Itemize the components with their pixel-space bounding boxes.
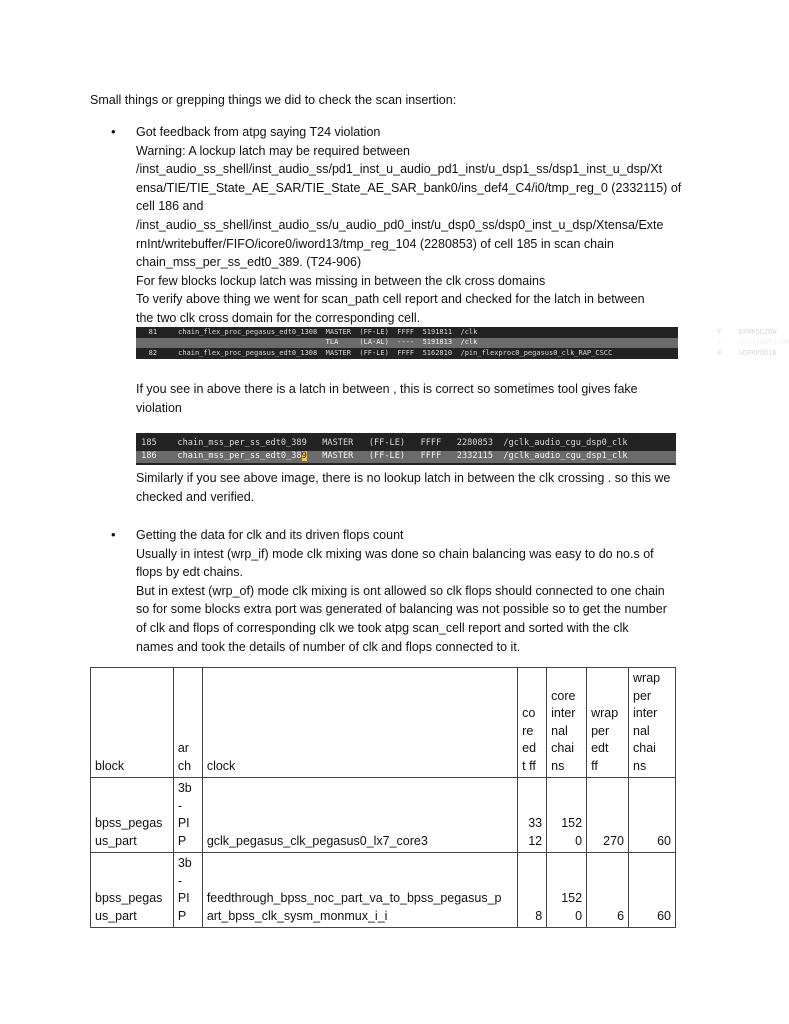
cell-arch: 3b - PI P — [173, 778, 202, 853]
cell-clock: gclk_pegasus_clk_pegasus0_lx7_core3 — [202, 778, 517, 853]
clock-flop-count-table — [90, 667, 676, 928]
text-line: violation — [136, 400, 182, 415]
text-line: flops by edt chains. — [136, 565, 244, 580]
text-line: To verify above thing we went for scan_path cell report and checked for the latch in between — [136, 292, 645, 307]
report-row-latch: TLA (LA-AL) ---- 5191813 /clk T LHQD1BWP240H — [136, 338, 789, 346]
cell-clock: feedthrough_bpss_noc_part_va_to_bpss_pegasus_p art_bpss_clk_sysm_monmux_i_i — [202, 853, 517, 928]
text-line: /inst_audio_ss_shell/inst_audio_ss/u_audio_pd0_inst/u_dsp0_ss/dsp0_inst_u_dsp/Xtensa/Exte — [136, 217, 664, 232]
text-line: Similarly if you see above image, there is no lookup latch in between the clk crossing . so this we — [136, 471, 671, 485]
text-line: cell 186 and — [136, 199, 204, 214]
section1-conclusion — [136, 469, 681, 506]
text-line: the two clk cross domain for the corresponding cell. — [136, 310, 421, 325]
report-row-selected — [136, 451, 676, 463]
text-line: Usually in intest (wrp_if) mode clk mixing was done so chain balancing was easy to do no.s of — [136, 546, 654, 561]
text-line: For few blocks lockup latch was missing in between the clk cross domains — [136, 273, 546, 288]
scan-cell-report-screenshot — [136, 433, 676, 465]
table-row — [91, 853, 676, 928]
cell-wrapper-edt-ff: 270 — [587, 778, 629, 853]
report-row: 185 chain_mss_per_ss_edt0_389 MASTER (FF-LE) FFFF 2280853 /gclk_audio_cgu_dsp0_clk — [136, 438, 628, 448]
page-heading: Small things or grepping things we did to check the scan insertion: — [90, 93, 457, 107]
text-line: so for some blocks extra port was generated of balancing was not possible so to get the number — [136, 602, 667, 617]
cell-core-internal-chains: 152 0 — [547, 778, 587, 853]
header-wrapper-edt-ff: wrap per edt ff — [587, 668, 629, 778]
text-cursor: 9 — [301, 451, 307, 461]
cell-wrapper-internal-chains: 60 — [629, 853, 676, 928]
bullet-marker: • — [111, 124, 116, 139]
text-line: /inst_audio_ss_shell/inst_audio_ss/pd1_inst_u_audio_pd1_inst/u_dsp1_ss/dsp1_inst_u_dsp/Xt — [136, 162, 663, 177]
text-line: Getting the data for clk and its driven flops count — [136, 528, 404, 542]
section1-note — [136, 380, 681, 417]
cell-arch: 3b - PI P — [173, 853, 202, 928]
cell-block: bpss_pegas us_part — [91, 778, 174, 853]
section2-text — [136, 526, 681, 656]
cell-core-internal-chains: 152 0 — [547, 853, 587, 928]
header-arch: ar ch — [173, 668, 202, 778]
table-header-row — [91, 668, 676, 778]
text-line: of clk and flops of corresponding clk we took atpg scan_cell report and sorted with the clk — [136, 620, 629, 635]
bullet-marker: • — [111, 527, 116, 542]
scan-path-report-screenshot — [136, 327, 789, 359]
cell-core-edt-ff: 33 12 — [518, 778, 547, 853]
header-core-internal-chains: core inter nal chai ns — [547, 668, 587, 778]
report-row: 81 chain_flex_proc_pegasus_edt0_1308 MASTER (FF-LE) FFFF 5191811 /clk F DFRPQD2BW — [136, 328, 777, 336]
text-line: rnInt/writebuffer/FIFO/icore0/iword13/tmp_reg_104 (2280853) of cell 185 in scan chain — [136, 236, 614, 251]
section1-text — [136, 123, 681, 328]
report-row-start: 186 chain_mss_per_ss_edt0_38 — [136, 451, 302, 461]
report-row-end: MASTER (FF-LE) FFFF 2332115 /gclk_audio_cgu_dsp1_clk — [306, 451, 628, 461]
header-clock: clock — [202, 668, 517, 778]
text-line: ensa/TIE/TIE_State_AE_SAR/TIE_State_AE_SAR_bank0/ins_def4_C4/i0/tmp_reg_0 (2332115) of — [136, 180, 682, 195]
cell-wrapper-internal-chains: 60 — [629, 778, 676, 853]
cell-block: bpss_pegas us_part — [91, 853, 174, 928]
header-core-edt-ff: co re ed t ff — [518, 668, 547, 778]
header-block: block — [91, 668, 174, 778]
text-line: names and took the details of number of clk and flops connected to it. — [136, 639, 521, 654]
text-line: Got feedback from atpg saying T24 violation — [136, 125, 381, 139]
cell-wrapper-edt-ff: 6 — [587, 853, 629, 928]
text-line: If you see in above there is a latch in between , this is correct so sometimes tool gives fake — [136, 382, 638, 396]
text-line: Warning: A lockup latch may be required between — [136, 143, 410, 158]
cell-core-edt-ff: 8 — [518, 853, 547, 928]
header-wrapper-internal-chains: wrap per inter nal chai ns — [629, 668, 676, 778]
report-row: 82 chain_flex_proc_pegasus_edt0_1308 MASTER (FF-LE) FFFF 5162810 /pin_flexproc0_pegasus0_clk_RAP_CSCC F SDFRPQD1B — [136, 349, 777, 357]
text-line: checked and verified. — [136, 489, 255, 504]
text-line: chain_mss_per_ss_edt0_389. (T24-906) — [136, 255, 362, 270]
table-row — [91, 778, 676, 853]
text-line: But in extest (wrp_of) mode clk mixing is ont allowed so clk flops should connected to one chain — [136, 583, 665, 598]
